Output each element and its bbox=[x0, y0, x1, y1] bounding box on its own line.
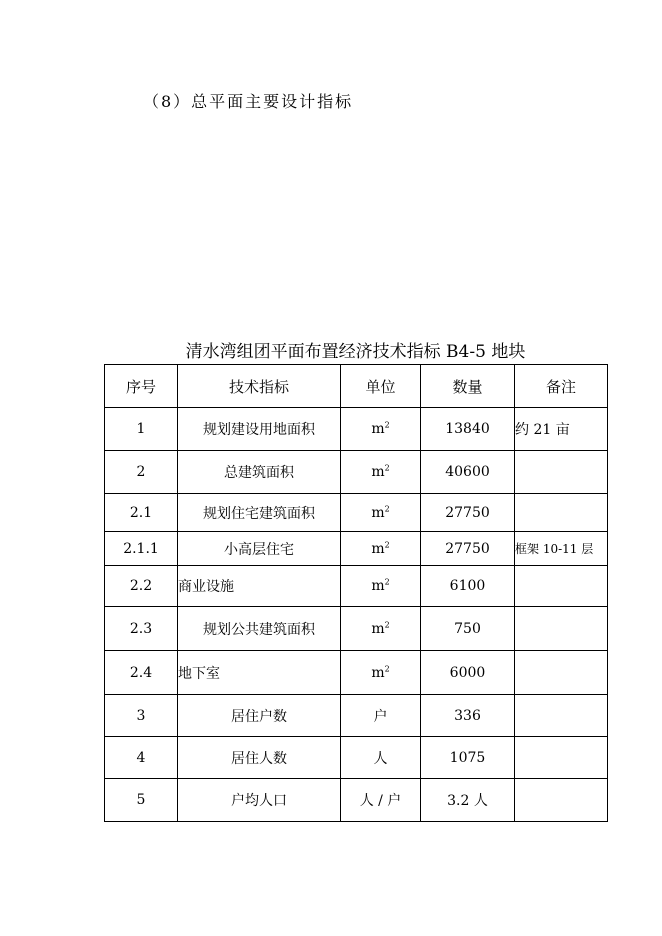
unit-text: m bbox=[371, 421, 385, 437]
table-row bbox=[105, 532, 608, 566]
row-no: 5 bbox=[105, 779, 178, 822]
row-no: 3 bbox=[105, 695, 178, 737]
header-cell-item: 技术指标 bbox=[178, 365, 341, 408]
row-note bbox=[515, 451, 608, 494]
unit-superscript: 2 bbox=[384, 463, 390, 473]
row-unit bbox=[341, 607, 421, 651]
unit-text: m bbox=[371, 540, 385, 557]
row-note bbox=[515, 651, 608, 695]
row-unit bbox=[341, 566, 421, 607]
header-cell-qty: 数量 bbox=[421, 365, 515, 408]
row-item: 小高层住宅 bbox=[178, 532, 341, 566]
unit-superscript: 2 bbox=[384, 420, 390, 430]
table-row bbox=[105, 451, 608, 494]
indicator-table bbox=[104, 364, 608, 822]
row-note: 约 21 亩 bbox=[515, 408, 608, 451]
section-heading: （8）总平面主要设计指标 bbox=[143, 92, 354, 111]
table-row bbox=[105, 651, 608, 695]
row-no: 2.4 bbox=[105, 651, 178, 695]
unit-text: m bbox=[371, 620, 385, 637]
row-no: 2.3 bbox=[105, 607, 178, 651]
row-note bbox=[515, 695, 608, 737]
row-item: 地下室 bbox=[178, 651, 341, 695]
row-item: 总建筑面积 bbox=[178, 451, 341, 494]
row-note bbox=[515, 607, 608, 651]
row-no: 4 bbox=[105, 737, 178, 779]
unit-text: m bbox=[371, 464, 385, 480]
unit-text: m bbox=[371, 578, 385, 594]
table-title: 清水湾组团平面布置经济技术指标 B4-5 地块 bbox=[185, 342, 526, 362]
row-no: 2.1.1 bbox=[105, 532, 178, 566]
row-note bbox=[515, 494, 608, 532]
row-no: 2 bbox=[105, 451, 178, 494]
unit-text: 户 bbox=[373, 708, 388, 725]
row-unit bbox=[341, 779, 421, 822]
row-item: 居住户数 bbox=[178, 695, 341, 737]
row-unit bbox=[341, 408, 421, 451]
row-unit bbox=[341, 451, 421, 494]
row-no: 1 bbox=[105, 408, 178, 451]
row-unit bbox=[341, 737, 421, 779]
row-no: 2.1 bbox=[105, 494, 178, 532]
unit-superscript: 2 bbox=[384, 663, 390, 673]
unit-superscript: 2 bbox=[384, 619, 390, 629]
row-note bbox=[515, 779, 608, 822]
row-unit bbox=[341, 494, 421, 532]
row-item: 规划公共建筑面积 bbox=[178, 607, 341, 651]
header-cell-note: 备注 bbox=[515, 365, 608, 408]
row-item: 户均人口 bbox=[178, 779, 341, 822]
table-row bbox=[105, 607, 608, 651]
unit-text: m bbox=[371, 664, 385, 681]
row-unit bbox=[341, 532, 421, 566]
row-qty: 1075 bbox=[421, 737, 515, 779]
row-qty: 750 bbox=[421, 607, 515, 651]
row-item: 规划建设用地面积 bbox=[178, 408, 341, 451]
row-note bbox=[515, 737, 608, 779]
unit-superscript: 2 bbox=[384, 577, 390, 587]
header-cell-unit: 单位 bbox=[341, 365, 421, 408]
table-row bbox=[105, 408, 608, 451]
row-unit bbox=[341, 651, 421, 695]
row-note bbox=[515, 566, 608, 607]
row-qty: 13840 bbox=[421, 408, 515, 451]
row-item: 商业设施 bbox=[178, 566, 341, 607]
unit-text: 人 / 户 bbox=[359, 793, 402, 809]
table-row bbox=[105, 695, 608, 737]
row-item: 规划住宅建筑面积 bbox=[178, 494, 341, 532]
unit-text: m bbox=[371, 504, 385, 521]
row-note: 框架 10-11 层 bbox=[515, 532, 608, 566]
unit-text: 人 bbox=[373, 750, 388, 767]
row-qty: 6000 bbox=[421, 651, 515, 695]
row-qty: 40600 bbox=[421, 451, 515, 494]
row-unit bbox=[341, 695, 421, 737]
row-qty: 3.2 人 bbox=[421, 779, 515, 822]
unit-superscript: 2 bbox=[384, 539, 390, 549]
row-qty: 336 bbox=[421, 695, 515, 737]
row-qty: 6100 bbox=[421, 566, 515, 607]
header-cell-no: 序号 bbox=[105, 365, 178, 408]
table-row bbox=[105, 737, 608, 779]
row-item: 居住人数 bbox=[178, 737, 341, 779]
table-header-row bbox=[105, 365, 608, 408]
table-row bbox=[105, 779, 608, 822]
row-qty: 27750 bbox=[421, 532, 515, 566]
unit-superscript: 2 bbox=[384, 503, 390, 513]
row-qty: 27750 bbox=[421, 494, 515, 532]
table-row bbox=[105, 494, 608, 532]
table-row bbox=[105, 566, 608, 607]
row-no: 2.2 bbox=[105, 566, 178, 607]
